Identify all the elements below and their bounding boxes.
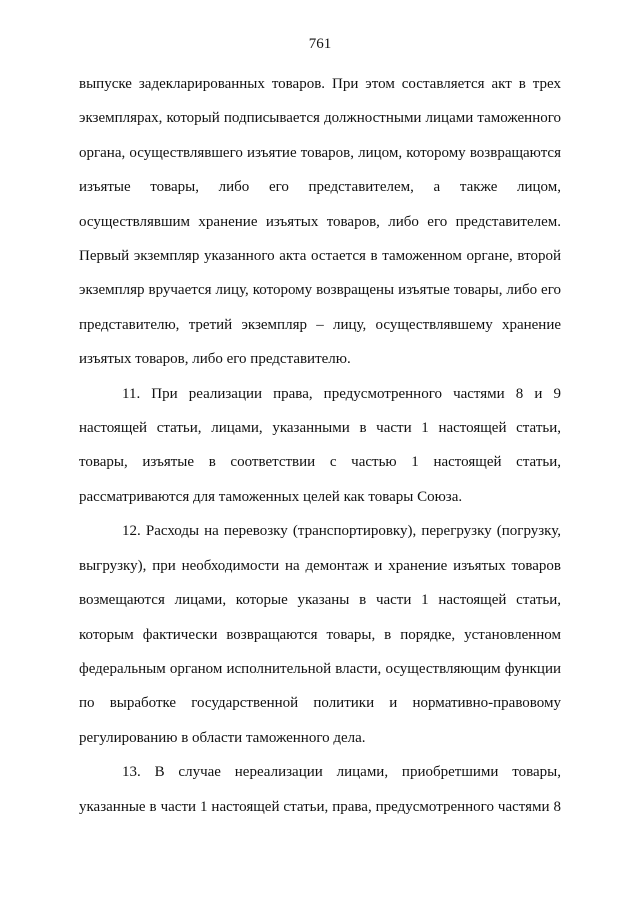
paragraph-line: регулированию в области таможенного дела. bbox=[79, 729, 366, 746]
paragraph-line: настоящей статьи, лицами, указанными в части 1 настоящей статьи, bbox=[79, 420, 561, 437]
paragraph-line: выгрузку), при необходимости на демонтаж и хранение изъятых товаров bbox=[79, 557, 561, 574]
paragraph-line: выпуске задекларированных товаров. При этом составляется акт в трех bbox=[79, 76, 561, 92]
paragraph-line: 12. Расходы на перевозку (транспортировку), перегрузку (погрузку, bbox=[122, 523, 561, 540]
paragraph-line: Первый экземпляр указанного акта остается в таможенном органе, второй bbox=[79, 248, 561, 265]
paragraph-line: возмещаются лицами, которые указаны в части 1 настоящей статьи, bbox=[79, 592, 561, 609]
paragraph-line: которым фактически возвращаются товары, в порядке, установленном bbox=[79, 626, 561, 643]
paragraph-line: осуществлявшим хранение изъятых товаров, либо его представителем. bbox=[79, 213, 561, 230]
paragraph-line: представителю, третий экземпляр – лицу, осуществлявшему хранение bbox=[79, 316, 561, 333]
paragraph-line: экземпляр вручается лицу, которому возвращены изъятые товары, либо его bbox=[79, 282, 561, 299]
paragraph-line: федеральным органом исполнительной власти, осуществляющим функции bbox=[79, 660, 561, 677]
paragraph-line: товары, изъятые в соответствии с частью 1 настоящей статьи, bbox=[79, 454, 561, 471]
paragraph-line: по выработке государственной политики и нормативно-правовому bbox=[79, 695, 561, 712]
paragraph-line: изъятые товары, либо его представителем, а также лицом, bbox=[79, 179, 561, 196]
page-number: 761 bbox=[308, 36, 332, 52]
document-body bbox=[79, 67, 561, 824]
paragraph-line: экземплярах, который подписывается должностными лицами таможенного bbox=[79, 110, 561, 127]
paragraph-line: указанные в части 1 настоящей статьи, права, предусмотренного частями 8 bbox=[79, 798, 561, 815]
paragraph-line: органа, осуществлявшего изъятие товаров, лицом, которому возвращаются bbox=[79, 144, 561, 161]
paragraph-line: рассматриваются для таможенных целей как товары Союза. bbox=[79, 488, 463, 505]
paragraph-line: изъятых товаров, либо его представителю. bbox=[79, 351, 351, 368]
paragraph-line: 11. При реализации права, предусмотренного частями 8 и 9 bbox=[122, 385, 561, 402]
paragraph-line: 13. В случае нереализации лицами, приобретшими товары, bbox=[122, 764, 561, 781]
